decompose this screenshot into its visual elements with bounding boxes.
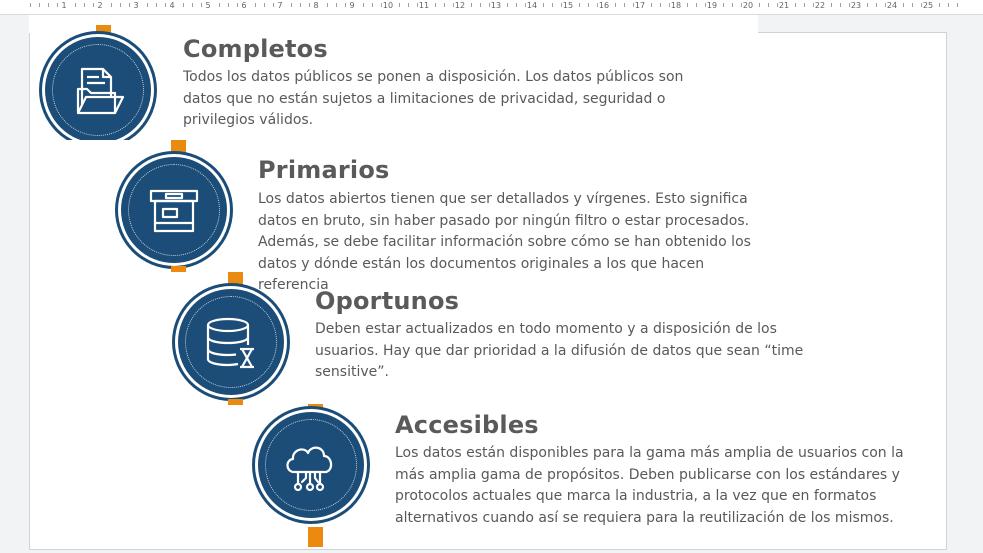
- horizontal-ruler[interactable]: [0, 0, 983, 15]
- ruler-tick: [660, 3, 661, 7]
- database-hourglass-icon: [178, 289, 284, 395]
- accent-bar: [308, 404, 323, 412]
- ruler-tick: [624, 3, 625, 7]
- item-description: Todos los datos públicos se ponen a disposición. Los datos públicos son datos que no están sujetos a limitaciones de privacidad, seguridad o privilegios válidos.: [183, 69, 684, 128]
- ruler-number: 24: [886, 1, 898, 10]
- ruler-tick: [336, 3, 337, 7]
- ruler-tick: [831, 3, 832, 7]
- ruler-tick: [111, 3, 112, 7]
- folder-document-icon: [45, 37, 151, 143]
- ruler-tick: [372, 3, 373, 7]
- accent-bar: [228, 272, 243, 286]
- ruler-tick: [273, 3, 274, 7]
- ruler-tick: [435, 3, 436, 7]
- ruler-tick: [579, 3, 580, 7]
- ruler-tick: [345, 3, 346, 7]
- ruler-tick: [444, 3, 445, 7]
- ruler-number: 20: [742, 1, 754, 10]
- ruler-number: 9: [349, 1, 355, 10]
- accent-bar: [96, 25, 111, 37]
- ruler-tick: [363, 3, 364, 7]
- item-description: Los datos están disponibles para la gama más amplia de usuarios con la más amplia gama de propósitos. Deben publicarse con los estándares y protocolos actuales que marca la industria, a la vez que en formatos alternativos cuando así se requiera para la reutilización de los mismos.: [395, 445, 904, 526]
- ruler-number: 22: [814, 1, 826, 10]
- ruler-tick: [543, 3, 544, 7]
- ruler-number: 6: [241, 1, 247, 10]
- ruler-tick: [327, 3, 328, 7]
- ruler-number: 10: [382, 1, 394, 10]
- ruler-tick: [768, 3, 769, 7]
- ruler-tick: [129, 3, 130, 7]
- ruler-tick: [219, 3, 220, 7]
- item-title: Primarios: [258, 156, 390, 184]
- ruler-tick: [759, 3, 760, 7]
- ruler-tick: [876, 3, 877, 7]
- ruler-tick: [75, 3, 76, 7]
- ruler-number: 8: [313, 1, 319, 10]
- ruler-tick: [651, 3, 652, 7]
- ruler-tick: [912, 3, 913, 7]
- ruler-number: 23: [850, 1, 862, 10]
- ruler-tick: [300, 3, 301, 7]
- ruler-tick: [867, 3, 868, 7]
- item-description: Los datos abiertos tienen que ser detallados y vírgenes. Esto significa datos en bruto, sin haber pasado por ningún filtro o estar procesados. Además, se debe facilitar información sobre cómo se han obtenido los datos y dónde están los documentos originales a los que hacen referencia: [258, 191, 751, 293]
- ruler-tick: [732, 3, 733, 7]
- ruler-tick: [183, 3, 184, 7]
- ruler-tick: [39, 3, 40, 7]
- item-title: Completos: [183, 35, 328, 63]
- ruler-number: 11: [418, 1, 430, 10]
- accent-bar: [171, 266, 186, 272]
- cloud-network-icon: [258, 412, 364, 518]
- ruler-tick: [147, 3, 148, 7]
- ruler-tick: [957, 3, 958, 7]
- ruler-number: 25: [922, 1, 934, 10]
- ruler-number: 7: [277, 1, 283, 10]
- ruler-number: 4: [169, 1, 175, 10]
- ruler-tick: [399, 3, 400, 7]
- ruler-tick: [264, 3, 265, 7]
- item-title: Oportunos: [315, 287, 460, 315]
- ruler-tick: [228, 3, 229, 7]
- ruler-tick: [237, 3, 238, 7]
- ruler-tick: [480, 3, 481, 7]
- archive-box-icon: [121, 157, 227, 263]
- ruler-number: 3: [133, 1, 139, 10]
- ruler-tick: [723, 3, 724, 7]
- ruler-tick: [840, 3, 841, 7]
- ruler-tick: [795, 3, 796, 7]
- ruler-number: 19: [706, 1, 718, 10]
- ruler-number: 12: [454, 1, 466, 10]
- ruler-tick: [615, 3, 616, 7]
- ruler-tick: [471, 3, 472, 7]
- ruler-number: 21: [778, 1, 790, 10]
- ruler-number: 2: [97, 1, 103, 10]
- ruler-tick: [57, 3, 58, 7]
- divider-mask: [40, 140, 158, 150]
- item-description: Deben estar actualizados en todo momento y a disposición de los usuarios. Hay que dar prioridad a la difusión de datos que sean “time sensitive”.: [315, 321, 804, 380]
- ruler-number: 15: [562, 1, 574, 10]
- accent-bar: [308, 527, 323, 547]
- accent-bar: [228, 399, 243, 405]
- ruler-tick: [939, 3, 940, 7]
- ruler-number: 14: [526, 1, 538, 10]
- ruler-number: 13: [490, 1, 502, 10]
- ruler-tick: [903, 3, 904, 7]
- ruler-tick: [588, 3, 589, 7]
- ruler-tick: [552, 3, 553, 7]
- ruler-tick: [192, 3, 193, 7]
- ruler-tick: [507, 3, 508, 7]
- item-title: Accesibles: [395, 411, 539, 439]
- ruler-tick: [309, 3, 310, 7]
- ruler-tick: [165, 3, 166, 7]
- ruler-number: 16: [598, 1, 610, 10]
- ruler-tick: [516, 3, 517, 7]
- ruler-number: 18: [670, 1, 682, 10]
- ruler-tick: [408, 3, 409, 7]
- ruler-tick: [696, 3, 697, 7]
- ruler-tick: [120, 3, 121, 7]
- ruler-tick: [48, 3, 49, 7]
- ruler-tick: [30, 3, 31, 7]
- page-top-edge: [29, 15, 758, 33]
- ruler-tick: [93, 3, 94, 7]
- ruler-number: 1: [61, 1, 67, 10]
- ruler-number: 5: [205, 1, 211, 10]
- ruler-tick: [84, 3, 85, 7]
- ruler-tick: [687, 3, 688, 7]
- accent-bar: [171, 140, 186, 154]
- ruler-tick: [156, 3, 157, 7]
- ruler-tick: [948, 3, 949, 7]
- ruler-tick: [804, 3, 805, 7]
- ruler-number: 17: [634, 1, 646, 10]
- ruler-tick: [255, 3, 256, 7]
- ruler-tick: [201, 3, 202, 7]
- ruler-tick: [291, 3, 292, 7]
